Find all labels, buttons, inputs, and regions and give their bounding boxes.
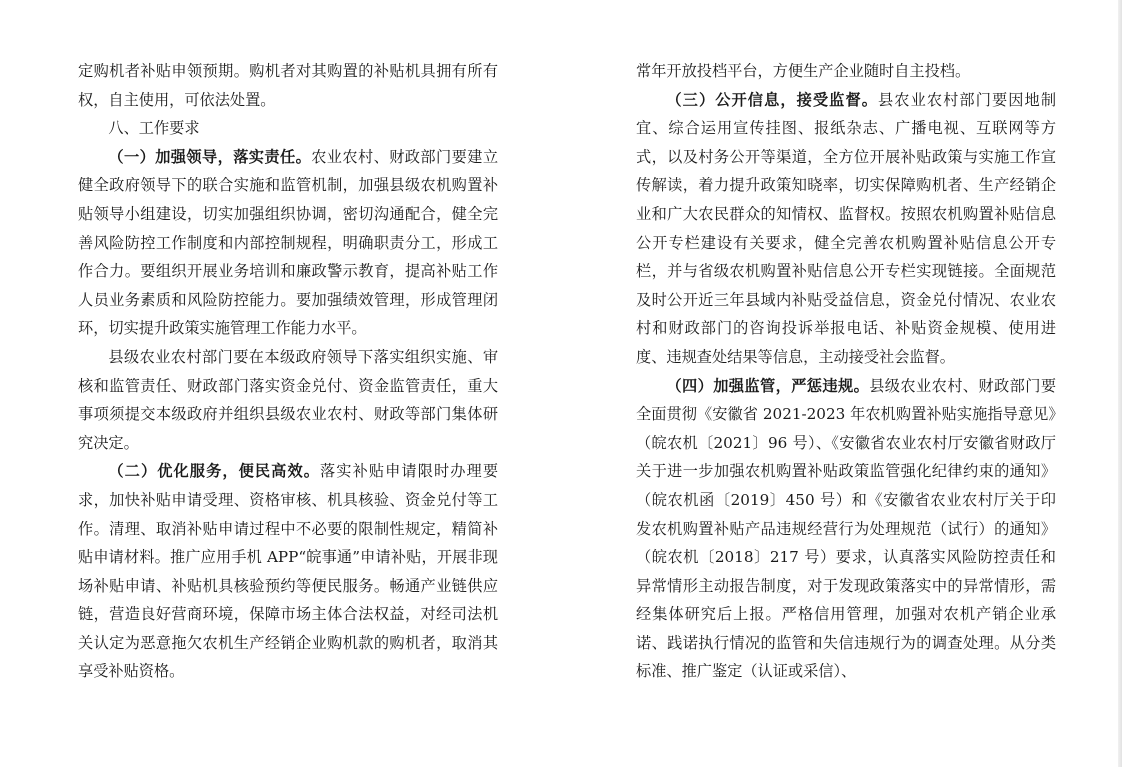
item-body-service: 落实补贴申请限时办理要求，加快补贴申请受理、资格审核、机具核验、资金兑付等工作。清理、取消补贴申请过程中不必要的限制性规定，精简补贴申请材料。推广应用手机 APP“皖事通”申请补贴，开展非现场补贴申请、补贴机具核验预约等便民服务。畅通产业链供应链，营造良好营商环境，保障市场主体合法权益，对经司法机关认定为恶意拖欠农机生产经销企业购机款的购机者，取消其享受补贴资格。 — [78, 462, 499, 681]
paragraph-leadership — [78, 143, 498, 343]
paragraph-platform: 常年开放投档平台，方便生产企业随时自主投档。 — [636, 62, 971, 80]
paragraph-service — [78, 457, 498, 686]
item-title-leadership: （一）加强领导，落实责任。 — [108, 147, 312, 166]
page-edge — [1118, 0, 1122, 767]
item-body-supervision: 县级农业农村、财政部门要全面贯彻《安徽省 2021-2023 年农机购置补贴实施指导意见》（皖农机〔2021〕96 号）、《安徽省农业农村厅安徽省财政厅关于进一步加强农机购置补贴政策监管强化纪律约束的通知》（皖农机函〔2019〕450 号）和《安徽省农业农村厅关于印发农机购置补贴产品违规经营行为处理规范（试行）的通知》（皖农机〔2018〕217 号）要求，认真落实风险防控责任和异常情形主动报告制度，对于发现政策落实中的异常情形，需经集体研究后上报。严格信用管理，加强对农机产销企业承诺、践诺执行情况的监管和失信违规行为的调查处理。从分类标准、推广鉴定（认证或采信）、 — [636, 376, 1057, 681]
right-page-text — [636, 57, 1056, 686]
paragraph-purchase-rights: 定购机者补贴申领预期。购机者对其购置的补贴机具拥有所有权，自主使用，可依法处置。 — [78, 62, 498, 109]
section-heading-work-requirements: 八、工作要求 — [108, 119, 200, 138]
item-title-disclosure: （三）公开信息，接受监督。 — [666, 90, 879, 109]
paragraph-county-responsibility: 县级农业农村部门要在本级政府领导下落实组织实施、审核和监管责任、财政部门落实资金兑付、资金监管责任，重大事项须提交本级政府并组织县级农业农村、财政等部门集体研究决定。 — [78, 347, 498, 452]
item-body-leadership: 农业农村、财政部门要建立健全政府领导下的联合实施和监管机制，加强县级农机购置补贴领导小组建设，切实加强组织协调，密切沟通配合，健全完善风险防控工作制度和内部控制规程，明确职责分工，形成工作合力。要组织开展业务培训和廉政警示教育，提高补贴工作人员业务素质和风险防控能力。要加强绩效管理，形成管理闭环，切实提升政策实施管理工作能力水平。 — [78, 147, 499, 338]
item-title-service: （二）优化服务，便民高效。 — [108, 462, 321, 481]
paragraph-disclosure — [636, 86, 1056, 372]
paragraph-supervision — [636, 372, 1056, 687]
item-body-disclosure: 县农业农村部门要因地制宜、综合运用宣传挂图、报纸杂志、广播电视、互联网等方式，以及村务公开等渠道，全方位开展补贴政策与实施工作宣传解读，着力提升政策知晓率，切实保障购机者、生产经销企业和广大农民群众的知情权、监督权。按照农机购置补贴信息公开专栏建设有关要求，健全完善农机购置补贴信息公开专栏，并与省级农机购置补贴信息公开专栏实现链接。全面规范及时公开近三年县域内补贴受益信息，资金兑付情况、农业农村和财政部门的咨询投诉举报电话、补贴资金规模、使用进度、违规查处结果等信息，主动接受社会监督。 — [636, 90, 1057, 366]
item-title-supervision: （四）加强监管，严惩违规。 — [666, 376, 870, 395]
left-page-text — [78, 57, 498, 686]
